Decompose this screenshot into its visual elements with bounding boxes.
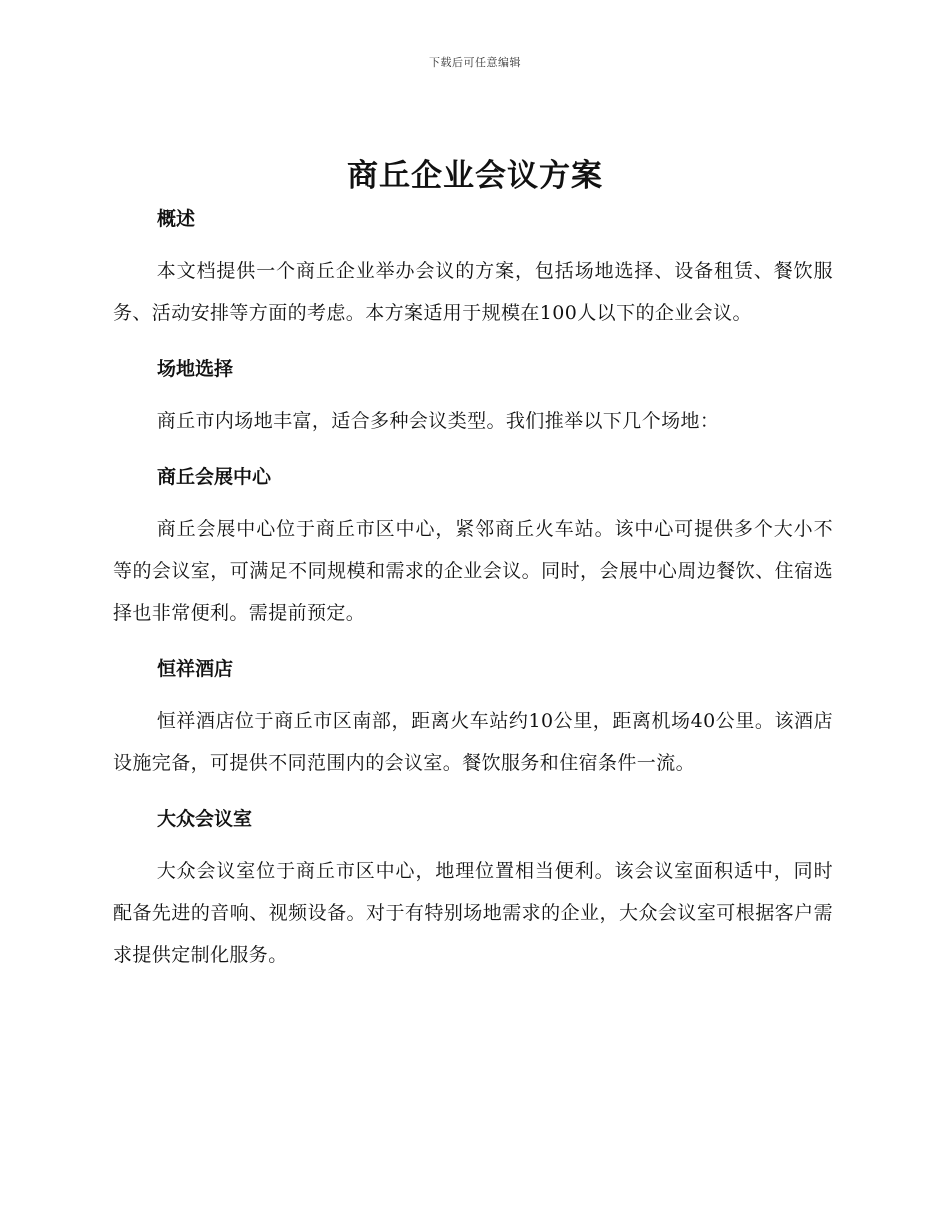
section-heading: 恒祥酒店 bbox=[157, 658, 234, 680]
section-paragraph: 恒祥酒店位于商丘市区南部，距离火车站约10公里，距离机场40公里。该酒店设施完备，可提供不同范围内的会议室。餐饮服务和住宿条件一流。 bbox=[113, 710, 833, 774]
document-title: 商丘企业会议方案 bbox=[347, 158, 603, 194]
page-header-note: 下载后可任意编辑 bbox=[429, 56, 521, 69]
document-body bbox=[113, 200, 833, 976]
section-paragraph: 商丘会展中心位于商丘市区中心，紧邻商丘火车站。该中心可提供多个大小不等的会议室，可满足不同规模和需求的企业会议。同时，会展中心周边餐饮、住宿选择也非常便利。需提前预定。 bbox=[113, 518, 833, 624]
section-shangqiu-expo-center bbox=[113, 458, 833, 634]
section-public-meeting-room bbox=[113, 800, 833, 976]
section-heading: 场地选择 bbox=[157, 358, 234, 380]
section-overview bbox=[113, 200, 833, 334]
section-paragraph: 本文档提供一个商丘企业举办会议的方案，包括场地选择、设备租赁、餐饮服务、活动安排等方面的考虑。本方案适用于规模在100人以下的企业会议。 bbox=[113, 260, 833, 324]
section-heading: 商丘会展中心 bbox=[157, 466, 272, 488]
section-paragraph: 大众会议室位于商丘市区中心，地理位置相当便利。该会议室面积适中，同时配备先进的音响、视频设备。对于有特别场地需求的企业，大众会议室可根据客户需求提供定制化服务。 bbox=[113, 860, 833, 966]
section-heading: 概述 bbox=[157, 208, 196, 230]
section-venue-selection bbox=[113, 350, 833, 442]
section-paragraph: 商丘市内场地丰富，适合多种会议类型。我们推举以下几个场地： bbox=[156, 410, 720, 432]
section-heading: 大众会议室 bbox=[157, 808, 253, 830]
section-hengxiang-hotel bbox=[113, 650, 833, 784]
